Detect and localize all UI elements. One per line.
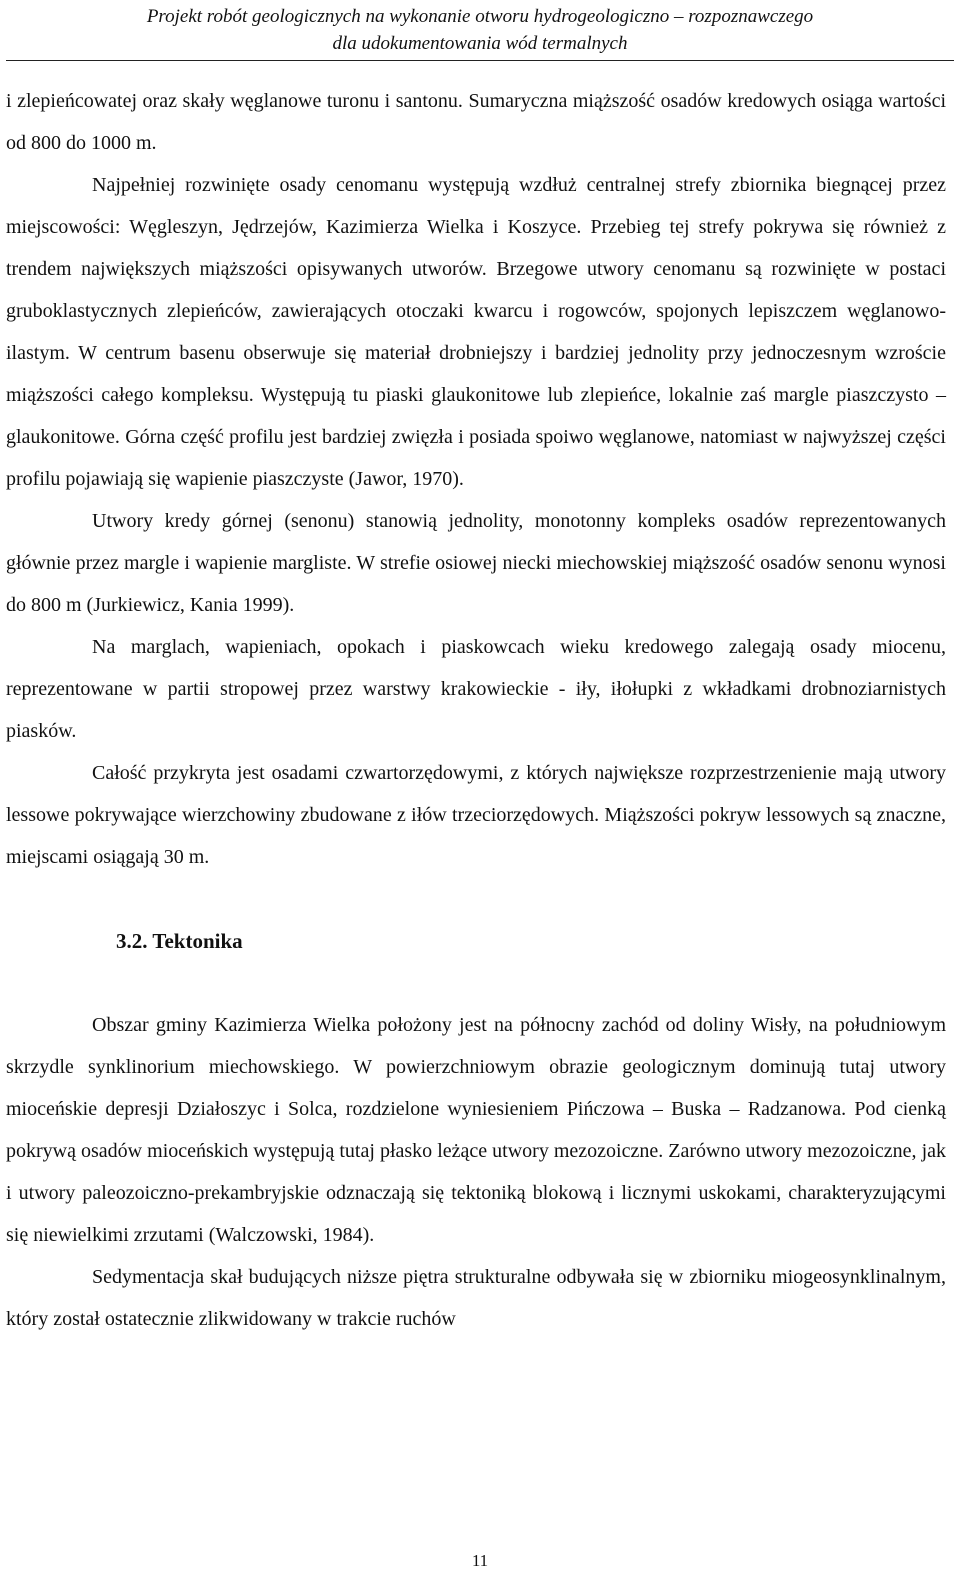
paragraph-tektonika-2: Sedymentacja skał budujących niższe piętra strukturalne odbywała się w zbiorniku miogeosynklinalnym, który został ostatecznie zlikwidowany w trakcie ruchów [6,1266,946,1330]
page-number: 11 [471,1551,489,1570]
header-line-1: Projekt robót geologicznych na wykonanie otworu hydrogeologiczno – rozpoznawczego [146,6,814,27]
document-body [6,80,946,1340]
section-heading: 3.2. Tektonika [116,929,243,953]
spacer [6,962,946,1004]
paragraph-cenoman: Najpełniej rozwinięte osady cenomanu występują wzdłuż centralnej strefy zbiornika biegnącej przez miejscowości: Węgleszyn, Jędrzejów, Kazimierza Wielka i Koszyce. Przebieg tej strefy pokrywa się również z trendem największych miąższości opisywanych utworów. Brzegowe utwory cenomanu są rozwinięte w postaci gruboklastycznych zlepieńców, zawierających otoczaki kwarcu i rogowców, spojonych lepiszczem węglanowo-ilastym. W centrum basenu obserwuje się materiał drobniejszy i bardziej jednolity przy jednoczesnym wzroście miąższości całego kompleksu. Występują tu piaski glaukonitowe lub zlepieńce, lokalnie zaś margle piaszczysto – glaukonitowe. Górna część profilu jest bardziej zwięzła i posiada spoiwo węglanowe, natomiast w najwyższej części profilu pojawiają się wapienie piaszczyste (Jawor, 1970). [6,174,946,490]
paragraph-tektonika-1: Obszar gminy Kazimierza Wielka położony jest na północny zachód od doliny Wisły, na południowym skrzydle synklinorium miechowskiego. W powierzchniowym obrazie geologicznym dominują tutaj utwory mioceńskie depresji Działoszyc i Solca, rozdzielone wyniesieniem Pińczowa – Buska – Radzanowa. Pod cienką pokrywą osadów mioceńskich występują tutaj płasko leżące utwory mezozoiczne. Zarówno utwory mezozoiczne, jak i utwory paleozoiczno-prekambryjskie odznaczają się tektoniką blokową i licznymi uskokami, charakteryzującymi się niewielkimi zrzutami (Walczowski, 1984). [6,1014,946,1246]
paragraph-czwartorzed: Całość przykryta jest osadami czwartorzędowymi, z których największe rozprzestrzenienie mają utwory lessowe pokrywające wierzchowiny zbudowane z iłów trzeciorzędowych. Miąższości pokryw lessowych są znaczne, miejscami osiągają 30 m. [6,762,946,868]
paragraph-miocen: Na marglach, wapieniach, opokach i piaskowcach wieku kredowego zalegają osady miocenu, reprezentowane w partii stropowej przez warstwy krakowieckie - iły, iłołupki z wkładkami drobnoziarnistych piasków. [6,636,946,742]
paragraph-senon: Utwory kredy górnej (senonu) stanowią jednolity, monotonny kompleks osadów reprezentowanych głównie przez margle i wapienie margliste. W strefie osiowej niecki miechowskiej miąższość osadów senonu wynosi do 800 m (Jurkiewicz, Kania 1999). [6,510,946,616]
paragraph-continuation: i zlepieńcowatej oraz skały węglanowe turonu i santonu. Sumaryczna miąższość osadów kredowych osiąga wartości od 800 do 1000 m. [6,90,946,154]
header-divider [6,60,954,61]
page-header [0,0,960,57]
header-line-2: dla udokumentowania wód termalnych [332,33,628,54]
spacer [6,878,946,920]
